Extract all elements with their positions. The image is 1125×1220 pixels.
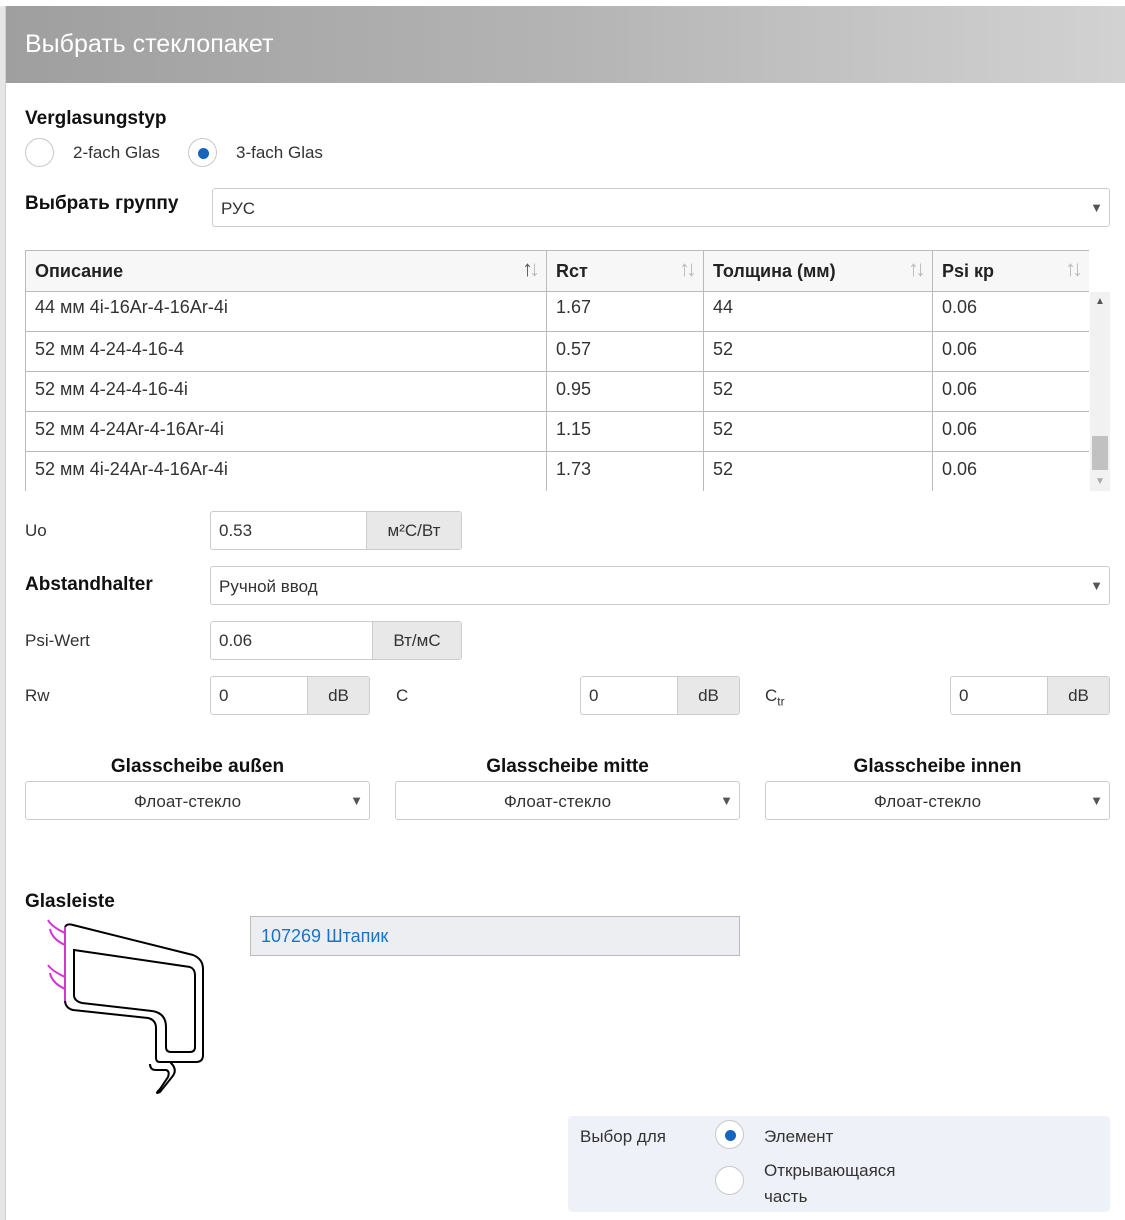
radio-2fach-label: 2-fach Glas — [73, 143, 160, 162]
rw-label: Rw — [25, 686, 50, 705]
glazing-type-label: Verglasungstyp — [25, 108, 167, 129]
uo-label: Uo — [25, 521, 47, 540]
table-cell[interactable]: 0.06 — [933, 452, 1089, 491]
column-header-rst[interactable]: Rст ↑↓ — [547, 251, 704, 292]
group-select-value: РУС — [221, 199, 256, 218]
psi-input[interactable]: 0.06 Вт/мС — [210, 621, 462, 660]
glass-outer-select[interactable]: Флоат-стекло ▼ — [25, 781, 370, 820]
radio-2fach-glas[interactable] — [25, 138, 54, 167]
rw-input[interactable]: 0 dB — [210, 676, 370, 715]
ctr-unit: dB — [1047, 677, 1109, 714]
column-header-psi[interactable]: Psi кр ↑↓ — [933, 251, 1089, 292]
chevron-down-icon: ▼ — [350, 793, 363, 808]
table-cell[interactable]: 0.57 — [547, 332, 704, 372]
column-header-description[interactable]: Описание ↑↓ — [26, 251, 547, 292]
selection-label: Выбор для — [580, 1127, 666, 1146]
group-label: Выбрать группу — [25, 193, 179, 214]
table-cell[interactable]: 44 — [704, 292, 933, 332]
spacer-label: Abstandhalter — [25, 574, 153, 595]
sort-icon: ↑↓ — [679, 256, 693, 281]
radio-element[interactable] — [715, 1120, 744, 1149]
table-cell[interactable]: 52 — [704, 452, 933, 491]
ctr-input[interactable]: 0 dB — [950, 676, 1110, 715]
glass-middle-title: Glasscheibe mitte — [486, 756, 649, 777]
table-cell[interactable]: 52 — [704, 412, 933, 452]
selection-panel — [568, 1116, 1110, 1212]
glass-middle-select[interactable]: Флоат-стекло ▼ — [395, 781, 740, 820]
table-cell[interactable]: 52 мм 4-24-4-16-4 — [26, 332, 547, 372]
psi-unit: Вт/мС — [372, 622, 461, 659]
spacer-select[interactable] — [210, 566, 1110, 605]
radio-opening-part[interactable] — [715, 1166, 744, 1195]
window-left-edge — [0, 0, 6, 1220]
table-cell[interactable]: 0.06 — [933, 292, 1089, 332]
sort-icon: ↑↓ — [908, 256, 922, 281]
c-unit: dB — [677, 677, 739, 714]
table-cell[interactable]: 0.06 — [933, 332, 1089, 372]
glass-unit-table — [25, 250, 1089, 491]
radio-3fach-glas[interactable] — [188, 138, 217, 167]
table-scrollbar[interactable] — [1090, 292, 1110, 491]
dialog-titlebar — [6, 6, 1125, 83]
table-cell[interactable]: 52 — [704, 332, 933, 372]
spacer-select-value: Ручной ввод — [219, 577, 318, 596]
table-cell[interactable]: 52 мм 4-24Ar-4-16Ar-4i — [26, 412, 547, 452]
column-header-thickness[interactable]: Толщина (мм) ↑↓ — [704, 251, 933, 292]
glasleiste-link[interactable]: 107269 Штапик — [261, 926, 389, 946]
table-cell[interactable]: 1.15 — [547, 412, 704, 452]
table-cell[interactable]: 0.06 — [933, 412, 1089, 452]
uo-input[interactable]: 0.53 м²С/Вт — [210, 511, 462, 550]
dialog-title: Выбрать стеклопакет — [25, 30, 274, 58]
psi-label: Psi-Wert — [25, 631, 90, 650]
ctr-label: $C_{tr}$ — [765, 686, 785, 709]
glass-outer-title: Glasscheibe außen — [110, 756, 285, 777]
c-input[interactable]: 0 dB — [580, 676, 740, 715]
radio-element-label: Элемент — [764, 1127, 834, 1146]
table-cell[interactable]: 52 — [704, 372, 933, 412]
rw-unit: dB — [307, 677, 369, 714]
glasleiste-label: Glasleiste — [25, 891, 115, 912]
uo-unit: м²С/Вт — [366, 512, 461, 549]
table-cell[interactable]: 0.95 — [547, 372, 704, 412]
table-cell[interactable]: 1.67 — [547, 292, 704, 332]
group-select[interactable] — [212, 188, 1110, 227]
table-cell[interactable]: 0.06 — [933, 372, 1089, 412]
glass-inner-title: Glasscheibe innen — [853, 756, 1022, 777]
c-label: C — [396, 686, 409, 705]
scrollbar-thumb[interactable] — [1092, 436, 1108, 470]
table-cell[interactable]: 44 мм 4i-16Ar-4-16Ar-4i — [26, 292, 547, 332]
table-cell[interactable]: 1.73 — [547, 452, 704, 491]
scroll-up-arrow-icon[interactable]: ▲ — [1095, 296, 1105, 307]
chevron-down-icon: ▼ — [720, 793, 733, 808]
radio-opening-part-label-line2: часть — [764, 1187, 808, 1206]
glass-inner-select[interactable]: Флоат-стекло ▼ — [765, 781, 1110, 820]
chevron-down-icon: ▼ — [1090, 578, 1103, 593]
radio-opening-part-label-line1: Открывающаяся — [764, 1161, 896, 1180]
sort-icon: ↑↓ — [1065, 256, 1079, 281]
glasleiste-field[interactable] — [250, 916, 740, 956]
chevron-down-icon: ▼ — [1090, 793, 1103, 808]
sort-icon: ↑↓ — [522, 256, 536, 281]
scroll-down-arrow-icon[interactable]: ▼ — [1095, 476, 1105, 487]
table-cell[interactable]: 52 мм 4-24-4-16-4i — [26, 372, 547, 412]
glazing-bead-profile-icon — [40, 915, 210, 1100]
chevron-down-icon: ▼ — [1090, 200, 1103, 215]
table-cell[interactable]: 52 мм 4i-24Ar-4-16Ar-4i — [26, 452, 547, 491]
radio-3fach-label: 3-fach Glas — [236, 143, 323, 162]
